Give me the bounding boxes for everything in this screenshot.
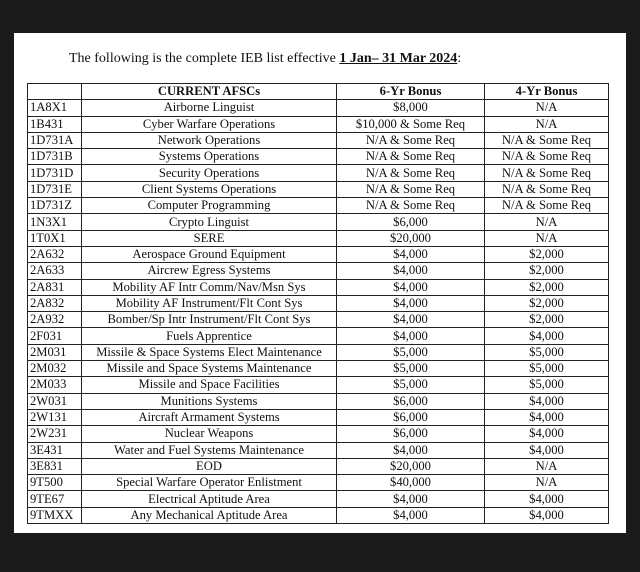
table-row bbox=[28, 149, 609, 165]
afsc-title-cell: EOD bbox=[82, 458, 337, 474]
four-yr-bonus-cell: $4,000 bbox=[485, 507, 609, 523]
six-yr-bonus-cell: $6,000 bbox=[337, 409, 485, 425]
four-yr-bonus-cell: $4,000 bbox=[485, 393, 609, 409]
afsc-code-cell: 2A932 bbox=[28, 312, 82, 328]
four-yr-bonus-cell: N/A bbox=[485, 475, 609, 491]
table-row bbox=[28, 295, 609, 311]
afsc-title-cell: Aerospace Ground Equipment bbox=[82, 246, 337, 262]
table-row bbox=[28, 132, 609, 148]
header-code bbox=[28, 84, 82, 100]
table-row bbox=[28, 263, 609, 279]
four-yr-bonus-cell: $5,000 bbox=[485, 377, 609, 393]
afsc-title-cell: Electrical Aptitude Area bbox=[82, 491, 337, 507]
afsc-title-cell: Any Mechanical Aptitude Area bbox=[82, 507, 337, 523]
afsc-code-cell: 2M033 bbox=[28, 377, 82, 393]
table-row bbox=[28, 426, 609, 442]
document-page bbox=[14, 33, 626, 533]
six-yr-bonus-cell: N/A & Some Req bbox=[337, 198, 485, 214]
afsc-title-cell: SERE bbox=[82, 230, 337, 246]
six-yr-bonus-cell: $6,000 bbox=[337, 393, 485, 409]
afsc-title-cell: Missile and Space Systems Maintenance bbox=[82, 361, 337, 377]
six-yr-bonus-cell: $4,000 bbox=[337, 295, 485, 311]
afsc-title-cell: Bomber/Sp Intr Instrument/Flt Cont Sys bbox=[82, 312, 337, 328]
table-row bbox=[28, 100, 609, 116]
four-yr-bonus-cell: N/A bbox=[485, 116, 609, 132]
six-yr-bonus-cell: N/A & Some Req bbox=[337, 149, 485, 165]
afsc-title-cell: Systems Operations bbox=[82, 149, 337, 165]
header-4yr: 4-Yr Bonus bbox=[485, 84, 609, 100]
four-yr-bonus-cell: N/A bbox=[485, 458, 609, 474]
afsc-code-cell: 1D731D bbox=[28, 165, 82, 181]
afsc-code-cell: 3E431 bbox=[28, 442, 82, 458]
afsc-title-cell: Fuels Apprentice bbox=[82, 328, 337, 344]
afsc-title-cell: Airborne Linguist bbox=[82, 100, 337, 116]
afsc-code-cell: 3E831 bbox=[28, 458, 82, 474]
four-yr-bonus-cell: $2,000 bbox=[485, 246, 609, 262]
six-yr-bonus-cell: $6,000 bbox=[337, 214, 485, 230]
afsc-code-cell: 2A831 bbox=[28, 279, 82, 295]
afsc-code-cell: 2W031 bbox=[28, 393, 82, 409]
afsc-code-cell: 2A632 bbox=[28, 246, 82, 262]
list-heading bbox=[69, 51, 461, 67]
four-yr-bonus-cell: N/A bbox=[485, 100, 609, 116]
table-row bbox=[28, 409, 609, 425]
afsc-title-cell: Crypto Linguist bbox=[82, 214, 337, 230]
afsc-title-cell: Water and Fuel Systems Maintenance bbox=[82, 442, 337, 458]
four-yr-bonus-cell: $2,000 bbox=[485, 263, 609, 279]
six-yr-bonus-cell: $8,000 bbox=[337, 100, 485, 116]
six-yr-bonus-cell: $20,000 bbox=[337, 230, 485, 246]
six-yr-bonus-cell: $4,000 bbox=[337, 491, 485, 507]
afsc-code-cell: 1D731B bbox=[28, 149, 82, 165]
afsc-code-cell: 1D731Z bbox=[28, 198, 82, 214]
afsc-code-cell: 1A8X1 bbox=[28, 100, 82, 116]
four-yr-bonus-cell: $5,000 bbox=[485, 344, 609, 360]
table-row bbox=[28, 312, 609, 328]
afsc-title-cell: Special Warfare Operator Enlistment bbox=[82, 475, 337, 491]
afsc-code-cell: 1N3X1 bbox=[28, 214, 82, 230]
four-yr-bonus-cell: N/A & Some Req bbox=[485, 149, 609, 165]
four-yr-bonus-cell: $2,000 bbox=[485, 279, 609, 295]
afsc-code-cell: 2A633 bbox=[28, 263, 82, 279]
six-yr-bonus-cell: $4,000 bbox=[337, 279, 485, 295]
four-yr-bonus-cell: N/A & Some Req bbox=[485, 132, 609, 148]
afsc-title-cell: Munitions Systems bbox=[82, 393, 337, 409]
ieb-table bbox=[27, 83, 609, 524]
afsc-code-cell: 9TMXX bbox=[28, 507, 82, 523]
six-yr-bonus-cell: N/A & Some Req bbox=[337, 132, 485, 148]
table-row bbox=[28, 116, 609, 132]
afsc-code-cell: 9TE67 bbox=[28, 491, 82, 507]
afsc-title-cell: Mobility AF Intr Comm/Nav/Msn Sys bbox=[82, 279, 337, 295]
heading-suffix: : bbox=[457, 51, 462, 66]
table-row bbox=[28, 442, 609, 458]
four-yr-bonus-cell: N/A bbox=[485, 230, 609, 246]
table-header-row bbox=[28, 84, 609, 100]
table-row bbox=[28, 181, 609, 197]
afsc-code-cell: 2W231 bbox=[28, 426, 82, 442]
table-row bbox=[28, 507, 609, 523]
table-row bbox=[28, 165, 609, 181]
six-yr-bonus-cell: $5,000 bbox=[337, 361, 485, 377]
table-row bbox=[28, 458, 609, 474]
six-yr-bonus-cell: $5,000 bbox=[337, 344, 485, 360]
afsc-code-cell: 1B431 bbox=[28, 116, 82, 132]
table-row bbox=[28, 198, 609, 214]
four-yr-bonus-cell: $2,000 bbox=[485, 312, 609, 328]
table-row bbox=[28, 377, 609, 393]
six-yr-bonus-cell: $5,000 bbox=[337, 377, 485, 393]
six-yr-bonus-cell: $4,000 bbox=[337, 328, 485, 344]
four-yr-bonus-cell: $4,000 bbox=[485, 328, 609, 344]
four-yr-bonus-cell: N/A & Some Req bbox=[485, 181, 609, 197]
four-yr-bonus-cell: $5,000 bbox=[485, 361, 609, 377]
afsc-code-cell: 2M031 bbox=[28, 344, 82, 360]
afsc-title-cell: Nuclear Weapons bbox=[82, 426, 337, 442]
afsc-title-cell: Client Systems Operations bbox=[82, 181, 337, 197]
afsc-title-cell: Cyber Warfare Operations bbox=[82, 116, 337, 132]
four-yr-bonus-cell: $4,000 bbox=[485, 491, 609, 507]
six-yr-bonus-cell: $6,000 bbox=[337, 426, 485, 442]
four-yr-bonus-cell: $2,000 bbox=[485, 295, 609, 311]
afsc-title-cell: Security Operations bbox=[82, 165, 337, 181]
afsc-code-cell: 1D731A bbox=[28, 132, 82, 148]
four-yr-bonus-cell: $4,000 bbox=[485, 442, 609, 458]
afsc-code-cell: 1T0X1 bbox=[28, 230, 82, 246]
afsc-title-cell: Missile and Space Facilities bbox=[82, 377, 337, 393]
six-yr-bonus-cell: $4,000 bbox=[337, 312, 485, 328]
six-yr-bonus-cell: $4,000 bbox=[337, 507, 485, 523]
six-yr-bonus-cell: $4,000 bbox=[337, 442, 485, 458]
four-yr-bonus-cell: $4,000 bbox=[485, 409, 609, 425]
afsc-code-cell: 2A832 bbox=[28, 295, 82, 311]
header-6yr: 6-Yr Bonus bbox=[337, 84, 485, 100]
six-yr-bonus-cell: N/A & Some Req bbox=[337, 181, 485, 197]
table-row bbox=[28, 246, 609, 262]
header-afsc: CURRENT AFSCs bbox=[82, 84, 337, 100]
table-row bbox=[28, 230, 609, 246]
four-yr-bonus-cell: N/A bbox=[485, 214, 609, 230]
afsc-title-cell: Network Operations bbox=[82, 132, 337, 148]
table-row bbox=[28, 475, 609, 491]
six-yr-bonus-cell: $4,000 bbox=[337, 263, 485, 279]
afsc-code-cell: 1D731E bbox=[28, 181, 82, 197]
six-yr-bonus-cell: $20,000 bbox=[337, 458, 485, 474]
table-row bbox=[28, 279, 609, 295]
afsc-title-cell: Aircraft Armament Systems bbox=[82, 409, 337, 425]
table-row bbox=[28, 344, 609, 360]
afsc-title-cell: Computer Programming bbox=[82, 198, 337, 214]
six-yr-bonus-cell: $40,000 bbox=[337, 475, 485, 491]
six-yr-bonus-cell: $10,000 & Some Req bbox=[337, 116, 485, 132]
table-row bbox=[28, 214, 609, 230]
four-yr-bonus-cell: $4,000 bbox=[485, 426, 609, 442]
four-yr-bonus-cell: N/A & Some Req bbox=[485, 198, 609, 214]
afsc-title-cell: Missile & Space Systems Elect Maintenance bbox=[82, 344, 337, 360]
four-yr-bonus-cell: N/A & Some Req bbox=[485, 165, 609, 181]
afsc-code-cell: 2W131 bbox=[28, 409, 82, 425]
table-row bbox=[28, 328, 609, 344]
afsc-code-cell: 2F031 bbox=[28, 328, 82, 344]
six-yr-bonus-cell: N/A & Some Req bbox=[337, 165, 485, 181]
afsc-code-cell: 2M032 bbox=[28, 361, 82, 377]
table-row bbox=[28, 393, 609, 409]
heading-prefix: The following is the complete IEB list effective bbox=[69, 51, 336, 66]
table-row bbox=[28, 491, 609, 507]
afsc-code-cell: 9T500 bbox=[28, 475, 82, 491]
afsc-title-cell: Mobility AF Instrument/Flt Cont Sys bbox=[82, 295, 337, 311]
afsc-title-cell: Aircrew Egress Systems bbox=[82, 263, 337, 279]
table-row bbox=[28, 361, 609, 377]
six-yr-bonus-cell: $4,000 bbox=[337, 246, 485, 262]
effective-date: 1 Jan– 31 Mar 2024 bbox=[339, 51, 458, 66]
table-body bbox=[28, 100, 609, 524]
